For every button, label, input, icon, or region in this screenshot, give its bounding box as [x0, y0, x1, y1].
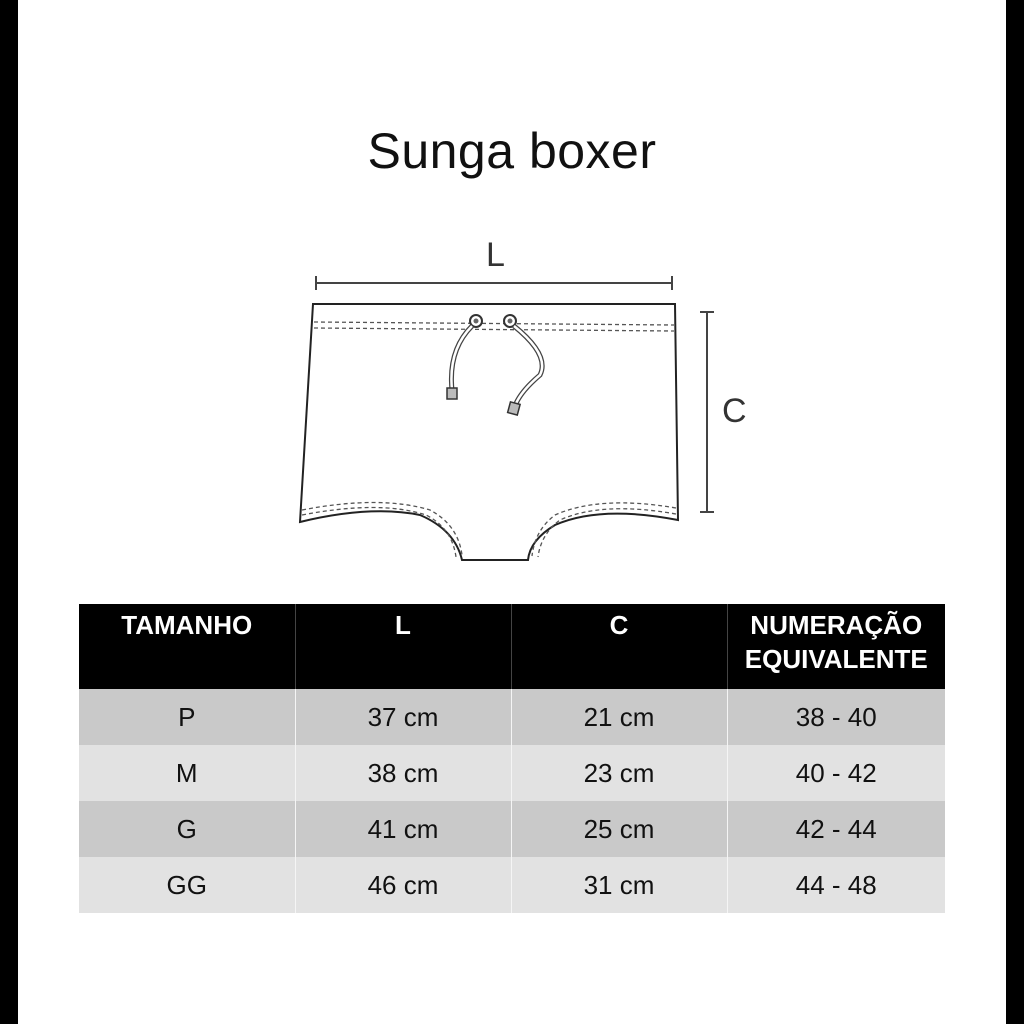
width-dimension-line [316, 276, 672, 290]
cell-c: 21 cm [511, 689, 727, 745]
table-row [79, 689, 945, 745]
cell-numeracao: 38 - 40 [727, 689, 945, 745]
cell-c: 25 cm [511, 801, 727, 857]
cell-numeracao: 40 - 42 [727, 745, 945, 801]
aglet-right-icon [508, 402, 521, 415]
cell-l: 46 cm [295, 857, 511, 913]
size-table [79, 604, 945, 913]
page-title: Sunga boxer [367, 123, 657, 179]
cell-size: GG [79, 857, 295, 913]
cell-size: P [79, 689, 295, 745]
page [18, 0, 1006, 1024]
cell-numeracao: 42 - 44 [727, 801, 945, 857]
width-label: L [486, 236, 505, 274]
height-label: C [722, 392, 747, 430]
height-dimension-line [700, 312, 714, 512]
table-row [79, 801, 945, 857]
boxer-outline [300, 304, 678, 560]
table-header-row [79, 604, 945, 689]
cell-c: 23 cm [511, 745, 727, 801]
table-row [79, 745, 945, 801]
cell-l: 41 cm [295, 801, 511, 857]
cell-c: 31 cm [511, 857, 727, 913]
cell-numeracao: 44 - 48 [727, 857, 945, 913]
aglet-left-icon [447, 388, 457, 399]
cell-size: G [79, 801, 295, 857]
cell-l: 38 cm [295, 745, 511, 801]
header-tamanho: TAMANHO [79, 604, 295, 689]
header-numeracao: NUMERAÇÃO EQUIVALENTE [727, 604, 945, 689]
header-c: C [511, 604, 727, 689]
header-l: L [295, 604, 511, 689]
cell-size: M [79, 745, 295, 801]
table-row [79, 857, 945, 913]
cell-l: 37 cm [295, 689, 511, 745]
